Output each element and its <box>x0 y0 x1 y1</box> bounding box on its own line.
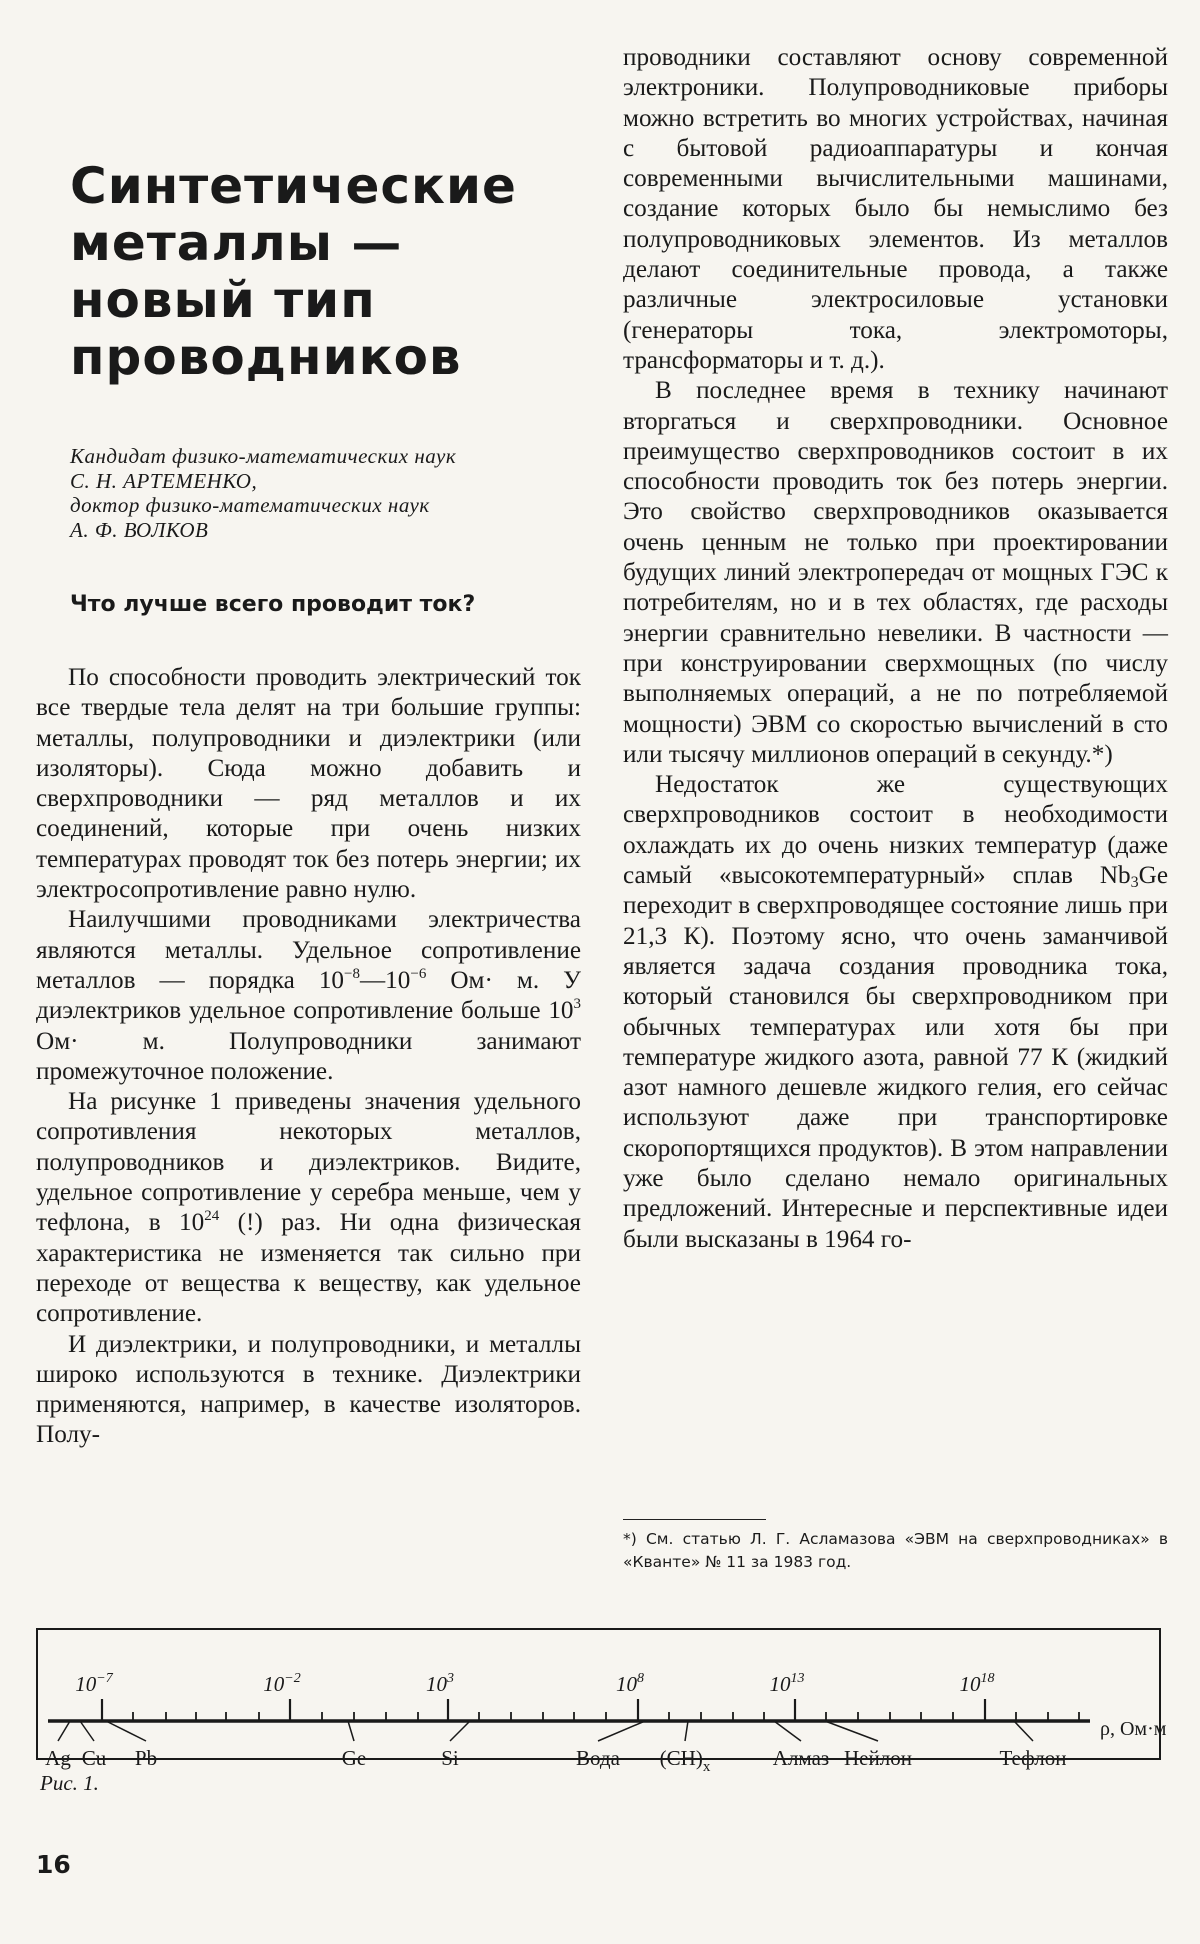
tick-label: $10^{13}$ <box>769 1671 805 1696</box>
footnote: *) См. статью Л. Г. Асламазова «ЭВМ на сверхпроводниках» в «Кванте» № 11 за 1983 год. <box>623 1530 1168 1571</box>
tick-label: $10^8$ <box>616 1671 644 1696</box>
left-column <box>36 663 581 1451</box>
exponent: 3 <box>573 996 581 1013</box>
material-marker <box>825 1721 878 1741</box>
material-label: Вода <box>576 1746 620 1770</box>
material-label: Нейлон <box>844 1746 912 1770</box>
tick-label: $10^{-7}$ <box>75 1671 113 1696</box>
material-label: Pb <box>134 1746 158 1770</box>
material-label: $(CH)_x$ <box>659 1746 711 1775</box>
resistivity-scale-svg <box>38 1630 1167 1775</box>
right-column <box>623 43 1168 1255</box>
text-run: На рисунке 1 приведены значения удельного сопротивления некоторых металлов, полупроводников и диэлектриков. Видите, удельное сопротивление у серебра меньше, чем у тефлона, в <box>36 1088 581 1237</box>
paragraph <box>623 770 1168 1255</box>
material-label: Si <box>441 1746 459 1770</box>
footnote-rule <box>623 1519 766 1520</box>
tick-label: $10^{-2}$ <box>263 1671 301 1696</box>
text-run: Ом· м. Полупроводники занимают промежуточное положение. <box>36 1027 581 1085</box>
author-name: А. Ф. ВОЛКОВ <box>70 517 209 542</box>
resistivity-scale-figure <box>36 1628 1167 1775</box>
paragraph: проводники составляют основу современной электроники. Полупроводниковые приборы можно встретить во многих устройствах, начиная с бытовой радиоаппаратуры и кончая современными вычислительными машинами, создание которых было бы немыслимо без полупроводниковых элементов. Из металлов делают соединительные провода, а также различные электросиловые установки (генераторы тока, электромоторы, трансформаторы и т. д.). <box>623 44 1168 374</box>
material-marker <box>1014 1721 1033 1741</box>
text-run: Недостаток же существующих сверхпроводников состоит в необходимости охлаждать их до очень низких температур (даже самый «высокотемпературный» сплав Nb <box>623 771 1168 890</box>
material-label: Тефлон <box>999 1746 1067 1770</box>
page-number: 16 <box>36 1850 71 1879</box>
text-run: 10 <box>318 966 345 994</box>
material-label: Cu <box>81 1746 107 1770</box>
paragraph <box>36 1087 581 1329</box>
axis-unit-label: ρ, Ом·м <box>1100 1718 1167 1740</box>
material-label: Алмаз <box>772 1746 830 1770</box>
article-title <box>70 158 517 386</box>
text-run: 10 <box>548 997 574 1025</box>
material-marker <box>58 1721 70 1741</box>
author-name: С. Н. АРТЕМЕНКО, <box>70 468 258 493</box>
material-marker <box>685 1721 688 1741</box>
text-run: 10 <box>179 1209 205 1237</box>
material-label: Ag <box>45 1746 71 1770</box>
paragraph <box>36 905 581 1087</box>
subscript: 3 <box>1130 874 1139 892</box>
material-marker <box>450 1721 470 1741</box>
tick-label: $10^{18}$ <box>959 1671 995 1696</box>
material-marker <box>774 1721 801 1741</box>
authors-block <box>70 444 456 542</box>
title-line: Синтетические <box>70 157 517 215</box>
exponent: 24 <box>204 1208 220 1225</box>
title-line: новый тип <box>70 271 376 329</box>
text-run: — <box>359 966 386 994</box>
material-marker <box>106 1721 146 1741</box>
paragraph: По способности проводить электрический ток все твердые тела делят на три большие группы: металлы, полупроводники и диэлектрики (или изоляторы). Сюда можно добавить и сверхпроводники — ряд металлов и их соединений, которые при очень низких температурах проводят ток без потерь энергии; их электросопротивление равно нулю. <box>36 664 581 904</box>
text-run: Ge переходит в сверхпроводящее состояние лишь при 21,3 К). Поэтому ясно, что очень заманчивой является задача создания проводника тока, который становился бы сверхпроводником при обычных температурах или хотя бы при температуре жидкого азота, равной 77 К (жидкий азот намного дешевле жидкого гелия, его сейчас используют даже при транспортировке скоропортящихся продуктов). В этом направлении уже было сделано немало оригинальных предложений. Интересные и перспективные идеи были высказаны в 1964 го- <box>623 862 1168 1253</box>
material-marker <box>598 1721 645 1741</box>
exponent: −8 <box>344 965 360 982</box>
text-run: (!) раз. Ни одна физическая характеристика не изменяется так сильно при переходе от вещества к веществу, как удельное сопротивление. <box>36 1209 581 1328</box>
title-line: металлы — <box>70 214 403 272</box>
figure-caption: Рис. 1. <box>40 1771 99 1795</box>
paragraph: В последнее время в технику начинают вторгаться и сверхпроводники. Основное преимущество сверхпроводников состоит в их способности проводить ток без потерь энергии. Это свойство сверхпроводников оказывается очень ценным не только при проектировании будущих линий электропередач от мощных ГЭС к потребителям, но и в тех областях, где расходы энергии сравнительно невелики. В частности — при конструировании сверхмощных (по числу выполняемых операций, а не по потребляемой мощности) ЭВМ со скоростью вычислений в сто или тысячу миллионов операций в секунду.*) <box>623 377 1168 768</box>
text-run: Наилучшими проводниками электричества являются металлы. Удельное сопротивление металлов — порядка <box>36 906 581 994</box>
material-label: Ge <box>341 1746 367 1770</box>
title-line: проводников <box>70 328 462 386</box>
text-run: 10 <box>385 966 411 994</box>
tick-label: $10^3$ <box>426 1671 454 1696</box>
paragraph: И диэлектрики, и полупроводники, и металлы широко используются в технике. Диэлектрики применяются, например, в качестве изоляторов. Полу- <box>36 1330 581 1449</box>
author-degree: доктор физико-математических наук <box>70 493 430 517</box>
exponent: −6 <box>410 965 427 982</box>
material-marker <box>80 1721 94 1741</box>
author-degree: Кандидат физико-математических наук <box>70 444 457 468</box>
section-heading: Что лучше всего проводит ток? <box>70 592 476 617</box>
material-marker <box>348 1721 354 1741</box>
text-run: Ом· м. У диэлектриков удельное сопротивление больше <box>36 966 581 1025</box>
